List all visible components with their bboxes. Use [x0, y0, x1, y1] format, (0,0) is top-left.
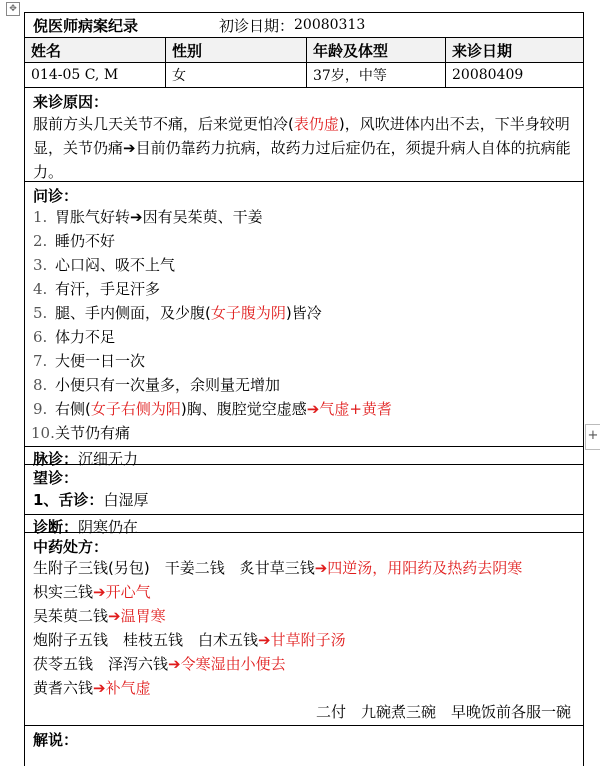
- list-item: 生附子三钱(另包) 干姜二钱 炙甘草三钱➔四逆汤，用阳药及热药去阴寒: [33, 559, 523, 577]
- first-visit-label: 初诊日期：: [219, 16, 295, 35]
- list-item: 10.关节仍有痛: [31, 424, 131, 442]
- reason-red-note: 表仍虚: [293, 115, 339, 133]
- table-move-handle-icon[interactable]: ✥: [6, 2, 20, 16]
- list-item: 6. 体力不足: [33, 328, 116, 346]
- list-item: 3. 心口闷、吸不上气: [33, 256, 176, 274]
- arrow-icon: ➔: [93, 679, 106, 697]
- prescription-label: 中药处方：: [33, 538, 109, 556]
- arrow-icon: ➔: [108, 607, 121, 625]
- diagnosis-section: [25, 515, 583, 536]
- visit-date: 20080409: [452, 67, 524, 83]
- pulse-label: 脉诊：: [33, 450, 79, 468]
- diagnosis-label: 诊断：: [33, 518, 79, 536]
- list-item: 7. 大便一日一次: [33, 352, 146, 370]
- arrow-icon: ➔: [130, 208, 143, 226]
- arrow-icon: ➔: [306, 400, 320, 418]
- reason-section: [25, 88, 583, 182]
- inquiry-label: 问诊：: [33, 187, 79, 205]
- prescription-section: [25, 533, 583, 726]
- list-item: 5. 腿、手内侧面，及少腹(女子腹为阴)皆冷: [33, 304, 322, 322]
- list-item: 9. 右侧(女子右侧为阳)胸、腹腔觉空虚感➔气虚+黄耆: [33, 400, 392, 418]
- reason-text: 服前方头几天关节不痛，后来觉更怕冷(表仍虚)，风吹进体内出不去，下半身较明显，关节仍痛➔目前仍靠药力抗病，故药力过后症仍在，须提升病人自体的抗病能力。: [33, 115, 571, 181]
- explanation-section: [25, 726, 583, 766]
- first-visit-date: 20080313: [294, 17, 366, 33]
- list-item: 4. 有汗，手足汗多: [33, 280, 161, 298]
- reason-label: 来诊原因：: [33, 93, 109, 111]
- header-name: 姓名: [25, 38, 166, 62]
- case-record-table: [24, 12, 584, 766]
- list-item: 黄耆六钱➔补气虚: [33, 679, 151, 697]
- list-item: 吴茱萸二钱➔温胃寒: [33, 607, 166, 625]
- diagnosis-text: 阴寒仍在: [78, 518, 139, 536]
- inquiry-list: [25, 205, 583, 445]
- list-item: 1. 胃胀气好转➔因有吴茱萸、干姜: [33, 208, 263, 226]
- header-gender: 性别: [166, 38, 307, 62]
- record-title: 倪医师病案纪录: [33, 16, 139, 35]
- inquiry-section: [25, 182, 583, 447]
- list-item: 枳实三钱➔开心气: [33, 583, 151, 601]
- dosage-instructions: 二付 九碗煮三碗 早晚饭前各服一碗: [315, 703, 571, 721]
- list-item: 茯苓五钱 泽泻六钱➔令寒湿由小便去: [33, 655, 286, 673]
- header-age-build: 年龄及体型: [307, 38, 446, 62]
- list-item: 炮附子五钱 桂枝五钱 白术五钱➔甘草附子汤: [33, 631, 346, 649]
- list-item: 8. 小便只有一次量多，余则量无增加: [33, 376, 281, 394]
- arrow-icon: ➔: [258, 631, 271, 649]
- add-row-plus-icon[interactable]: +: [585, 424, 600, 450]
- patient-age-build: 37岁，中等: [307, 63, 446, 87]
- info-header-row: [25, 38, 583, 63]
- observe-section: [25, 465, 583, 515]
- patient-id: 014-05 C, M: [25, 63, 166, 87]
- tongue-line: 1、舌诊：白湿厚: [33, 491, 149, 509]
- arrow-icon: ➔: [314, 559, 328, 577]
- arrow-icon: ➔: [168, 655, 181, 673]
- list-item: 2. 睡仍不好: [33, 232, 116, 250]
- pulse-section: [25, 447, 583, 468]
- title-row: [25, 13, 583, 38]
- header-visit-date: 来诊日期: [452, 41, 513, 60]
- pulse-text: 沉细无力: [78, 450, 139, 468]
- prescription-lines: [25, 556, 583, 700]
- arrow-icon: ➔: [93, 583, 106, 601]
- explanation-label: 解说：: [33, 731, 79, 749]
- info-value-row: [25, 63, 583, 88]
- patient-gender: 女: [166, 63, 307, 87]
- observe-label: 望诊：: [33, 469, 79, 487]
